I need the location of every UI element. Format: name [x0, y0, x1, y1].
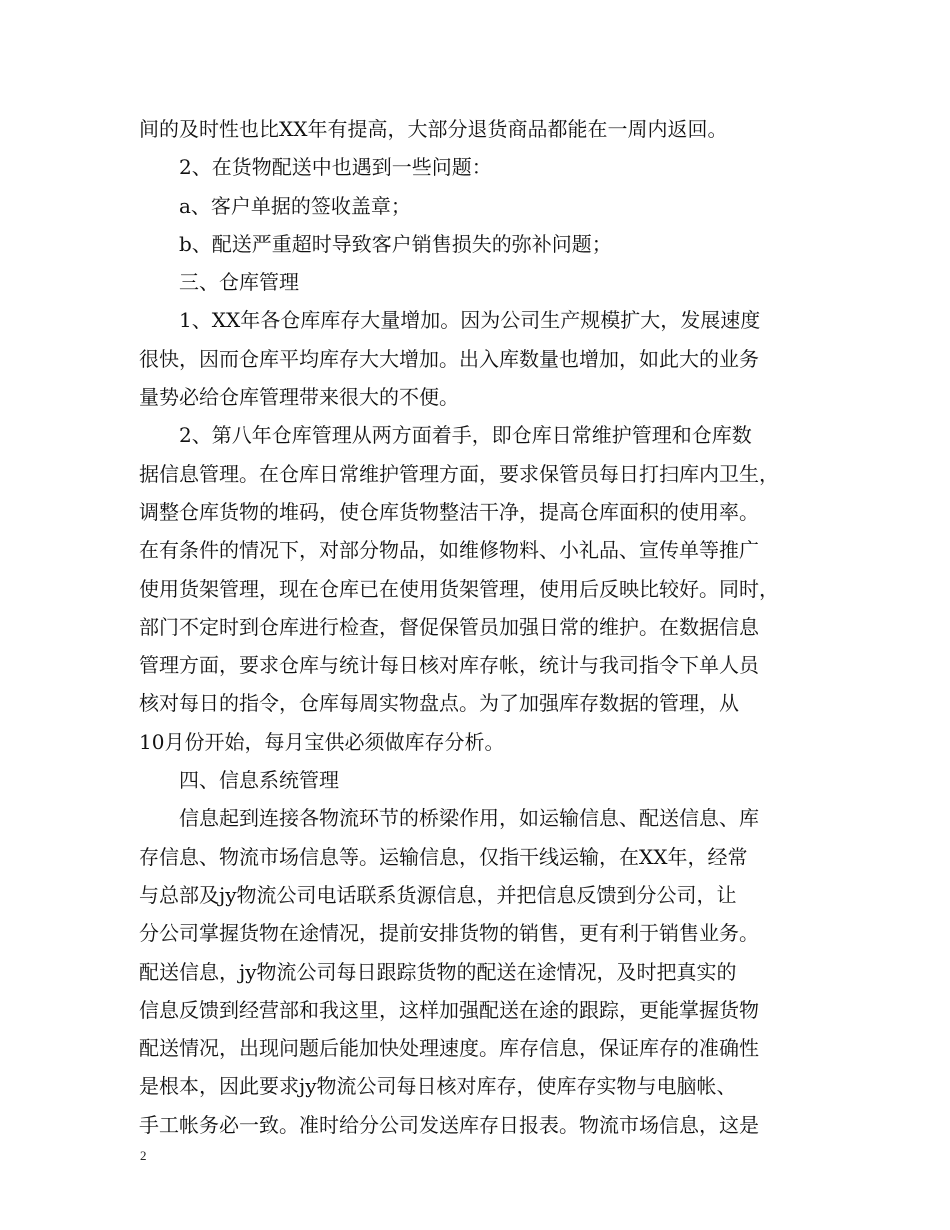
text-line: 手工帐务必一致。准时给分公司发送库存日报表。物流市场信息，这是: [139, 1112, 759, 1137]
text-line: 信息起到连接各物流环节的桥梁作用，如运输信息、配送信息、库: [179, 806, 759, 831]
text-line: 间的及时性也比XX年有提高，大部分退货商品都能在一周内返回。: [139, 117, 728, 141]
text-line: 配送情况，出现问题后能加快处理速度。库存信息，保证库存的准确性: [139, 1036, 759, 1061]
text-line: 量势必给仓库管理带来很大的不便。: [139, 385, 459, 410]
text-line: 与总部及jy物流公司电话联系货源信息，并把信息反馈到分公司，让: [139, 882, 737, 907]
text-line: 核对每日的指令，仓库每周实物盘点。为了加强库存数据的管理，从: [139, 691, 739, 716]
text-line: 据信息管理。在仓库日常维护管理方面，要求保管员每日打扫库内卫生，: [139, 461, 779, 486]
text-line: 分公司掌握货物在途情况，提前安排货物的销售，更有利于销售业务。: [139, 921, 759, 946]
text-line: 在有条件的情况下，对部分物品，如维修物料、小礼品、宣传单等推广: [139, 538, 759, 563]
text-line: 配送信息，jy物流公司每日跟踪货物的配送在途情况，及时把真实的: [139, 959, 737, 984]
text-line: 调整仓库货物的堆码，使仓库货物整洁干净，提高仓库面积的使用率。: [139, 499, 759, 524]
text-line: 1、XX年各仓库库存大量增加。因为公司生产规模扩大，发展速度: [179, 308, 761, 333]
text-line: 很快，因而仓库平均库存大大增加。出入库数量也增加，如此大的业务: [139, 346, 759, 371]
text-line: 部门不定时到仓库进行检查，督促保管员加强日常的维护。在数据信息: [139, 614, 759, 639]
text-line: 信息反馈到经营部和我这里，这样加强配送在途的跟踪，更能掌握货物: [139, 997, 759, 1022]
text-line: 存信息、物流市场信息等。运输信息，仅指干线运输，在XX年，经常: [139, 844, 748, 869]
text-line: 管理方面，要求仓库与统计每日核对库存帐，统计与我司指令下单人员: [139, 653, 759, 678]
text-line: b、配送严重超时导致客户销售损失的弥补问题；: [179, 231, 612, 256]
text-line: 10月份开始，每月宝供必须做库存分析。: [139, 729, 505, 754]
document-body: [139, 110, 839, 1144]
text-line: 使用货架管理，现在仓库已在使用货架管理，使用后反映比较好。同时，: [139, 576, 779, 601]
text-line: 2、第八年仓库管理从两方面着手，即仓库日常维护管理和仓库数: [179, 423, 752, 448]
page-number: 2: [140, 1148, 147, 1163]
text-line: 是根本，因此要求jy物流公司每日核对库存，使库存实物与电脑帐、: [139, 1074, 737, 1099]
text-line: 2、在货物配送中也遇到一些问题：: [179, 155, 492, 180]
text-line: a、客户单据的签收盖章；: [179, 193, 411, 218]
text-line: 三、仓库管理: [179, 270, 299, 295]
text-line: 四、信息系统管理: [179, 768, 339, 793]
